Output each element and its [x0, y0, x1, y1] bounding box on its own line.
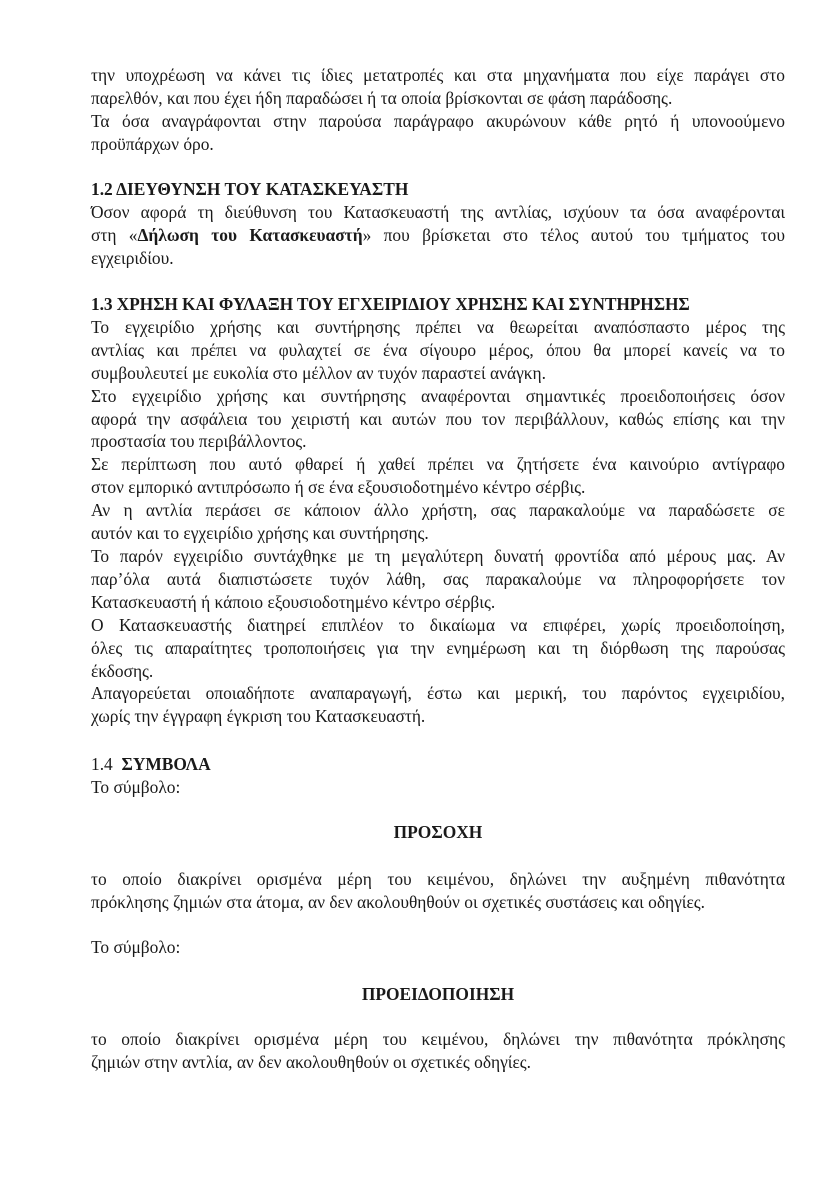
body-line: αυτόν και το εγχειρίδιο χρήσης και συντήρησης.	[91, 523, 429, 544]
body-line: Απαγορεύεται οποιαδήποτε αναπαραγωγή, έστω και μερική, του παρόντος εγχειριδίου,	[91, 683, 785, 704]
body-line: πρόκλησης ζημιών στα άτομα, αν δεν ακολουθηθούν οι σχετικές συστάσεις και οδηγίες.	[91, 891, 706, 912]
intro-line: προϋπάρχων όρο.	[91, 133, 214, 154]
body-line: στον εμπορικό αντιπρόσωπο ή σε ένα εξουσιοδοτημένο κέντρο σέρβις.	[91, 477, 586, 498]
section-number: 1.4	[91, 754, 113, 774]
intro-line: την υποχρέωση να κάνει τις ίδιες μετατροπές και στα μηχανήματα που είχε παράγει στο	[91, 65, 785, 85]
body-line	[91, 224, 785, 247]
caution-description	[91, 868, 785, 914]
body-line: Ο Κατασκευαστής διατηρεί επιπλέον το δικαίωμα να επιφέρει, χωρίς προειδοποίηση,	[91, 614, 785, 635]
intro-line: Τα όσα αναγράφονται στην παρούσα παράγραφο ακυρώνουν κάθε ρητό ή υπονοούμενο	[91, 110, 785, 131]
body-line: συμβουλευτεί με ευκολία στο μέλλον αν τυχόν παραστεί ανάγκη.	[91, 362, 546, 383]
body-line: έκδοσης.	[91, 660, 154, 681]
symbol-warning-block	[91, 983, 785, 1006]
body-line: αφορά την ασφάλεια του χειριστή και αυτών που τον περιβάλλουν, καθώς επίσης και την	[91, 408, 785, 429]
bold-reference: Δήλωση του Κατασκευαστή	[137, 224, 363, 245]
body-line: Το εγχειρίδιο χρήσης και συντήρησης πρέπει να θεωρείται αναπόσπαστο μέρος της	[91, 316, 785, 337]
caution-symbol: ΠΡΟΣΟΧΗ	[393, 822, 483, 842]
section-heading	[91, 753, 785, 776]
body-line: προστασία του περιβάλλοντος.	[91, 431, 307, 452]
symbol-caution-block	[91, 821, 785, 844]
symbol-label: Το σύμβολο:	[91, 937, 181, 957]
text-fragment: » που βρίσκεται στο τέλος αυτού του τμήματος του	[362, 224, 785, 245]
body-line: χωρίς την έγγραφη έγκριση του Κατασκευαστή.	[91, 706, 426, 727]
body-line: όλες τις απαραίτητες τροποποιήσεις για την ενημέρωση και τη διόρθωση της παρούσας	[91, 637, 785, 658]
body-line: εγχειριδίου.	[91, 247, 174, 268]
body-line: Κατασκευαστή ή κάποιο εξουσιοδοτημένο κέντρο σέρβις.	[91, 591, 496, 612]
body-line: Σε περίπτωση που αυτό φθαρεί ή χαθεί πρέπει να ζητήσετε ένα καινούριο αντίγραφο	[91, 454, 785, 475]
body-line: το οποίο διακρίνει ορισμένα μέρη του κειμένου, δηλώνει την πιθανότητα πρόκλησης	[91, 1029, 785, 1049]
section-1-3	[91, 293, 785, 728]
warning-description	[91, 1028, 785, 1074]
warning-symbol: ΠΡΟΕΙΔΟΠΟΙΗΣΗ	[361, 984, 515, 1004]
section-1-2	[91, 178, 785, 270]
body-line: αντλίας και πρέπει να φυλαχτεί σε ένα σίγουρο μέρος, όπου θα μπορεί κανείς να το	[91, 339, 785, 360]
body-line: Όσον αφορά τη διεύθυνση του Κατασκευαστή της αντλίας, ισχύουν τα όσα αναφέρονται	[91, 201, 785, 222]
body-line: το οποίο διακρίνει ορισμένα μέρη του κειμένου, δηλώνει την αυξημένη πιθανότητα	[91, 869, 785, 889]
section-1-4	[91, 753, 785, 799]
intro-block	[91, 64, 785, 156]
intro-line: παρελθόν, και που έχει ήδη παραδώσει ή τα οποία βρίσκονται σε φάση παράδοσης.	[91, 87, 673, 108]
body-line: Το παρόν εγχειρίδιο συντάχθηκε με τη μεγαλύτερη δυνατή φροντίδα από μέρους μας. Αν	[91, 545, 785, 566]
body-line: παρ’όλα αυτά διαπιστώσετε τυχόν λάθη, σας παρακαλούμε να πληροφορήσετε τον	[91, 568, 785, 589]
body-line: ζημιών στην αντλία, αν δεν ακολουθηθούν οι σχετικές οδηγίες.	[91, 1051, 532, 1072]
section-title: ΣΥΜΒΟΛΑ	[121, 754, 211, 774]
body-line: Αν η αντλία περάσει σε κάποιον άλλο χρήστη, σας παρακαλούμε να παραδώσετε σε	[91, 500, 785, 521]
symbol-label: Το σύμβολο:	[91, 776, 181, 797]
section-heading: 1.3 ΧΡΗΣΗ ΚΑΙ ΦΥΛΑΞΗ ΤΟΥ ΕΓΧΕΙΡΙΔΙΟΥ ΧΡΗΣΗΣ ΚΑΙ ΣΥΝΤΗΡΗΣΗΣ	[91, 294, 690, 314]
symbol-label-2-block	[91, 936, 785, 959]
text-fragment: στη «	[91, 224, 138, 245]
section-heading: 1.2 ΔΙΕΥΘΥΝΣΗ ΤΟΥ ΚΑΤΑΣΚΕΥΑΣΤΗ	[91, 179, 409, 199]
body-line: Στο εγχειρίδιο χρήσης και συντήρησης αναφέρονται σημαντικές προειδοποιήσεις όσον	[91, 385, 785, 406]
